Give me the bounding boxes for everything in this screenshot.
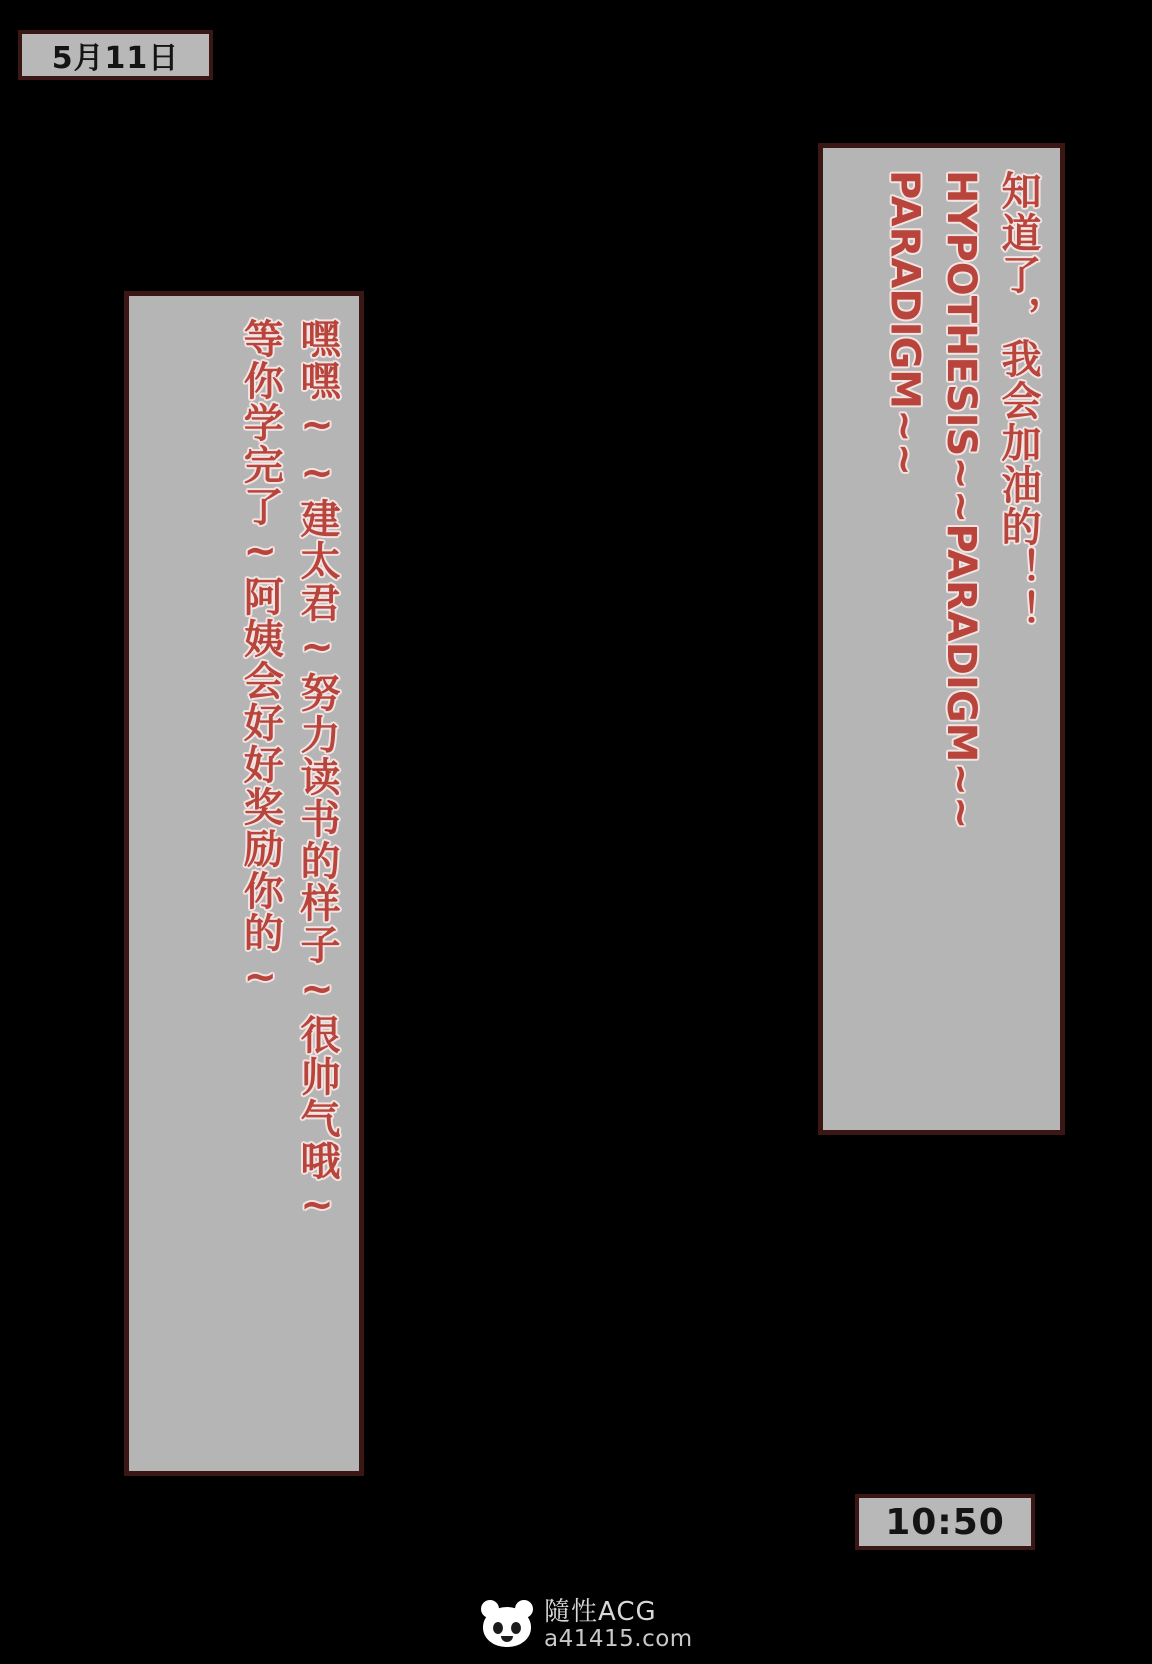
bubble-right-line-2: HYPOTHESIS~~PARADIGM~~ — [938, 170, 985, 830]
time-badge — [855, 1494, 1035, 1550]
watermark-name: 隨性ACG — [544, 1596, 657, 1627]
speech-bubble-left — [124, 291, 364, 1476]
bubble-right-line-1: 知道了，我会加油的！！ — [995, 170, 1041, 632]
speech-bubble-right — [818, 143, 1065, 1135]
date-badge-label: 5月11日 — [51, 41, 180, 76]
time-badge-label: 10:50 — [885, 1501, 1005, 1543]
date-badge — [18, 30, 213, 80]
watermark — [480, 1590, 720, 1660]
panda-logo-icon — [480, 1598, 534, 1652]
bubble-left-line-2: 等你学完了~阿姨会好好奖励你的~ — [237, 318, 284, 1002]
bubble-right-line-3: PARADIGM~~ — [881, 170, 928, 477]
watermark-url: a41415.com — [544, 1625, 693, 1652]
bubble-left-line-1: 嘿嘿~~建太君~努力读书的样子~很帅气哦~ — [294, 318, 340, 1230]
